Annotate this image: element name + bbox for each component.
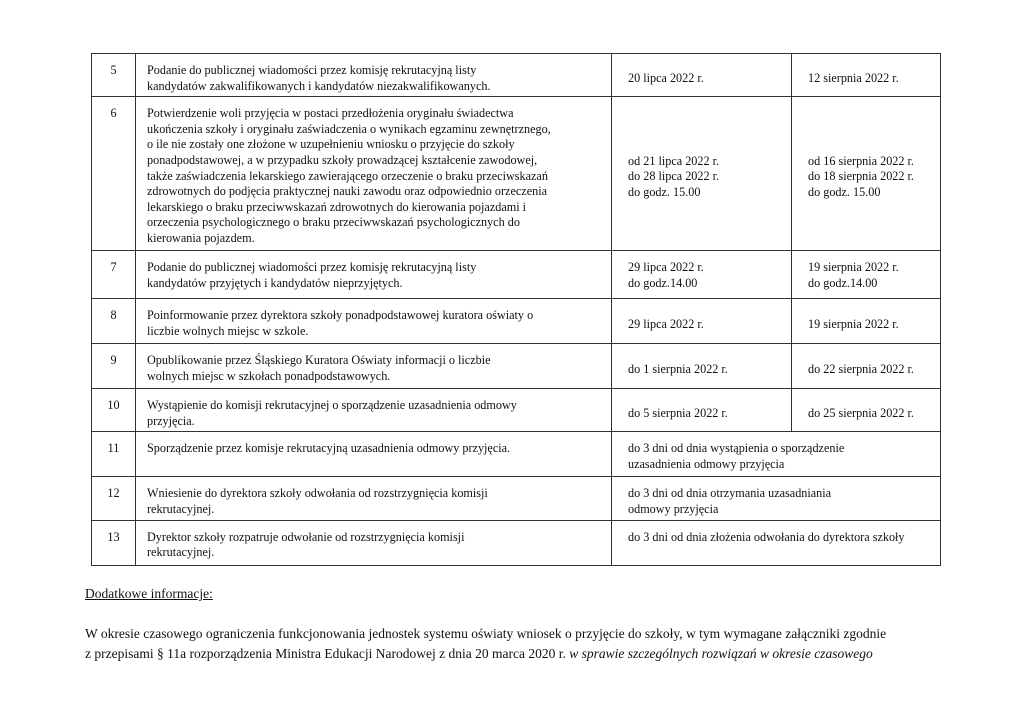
- table-row: [92, 251, 941, 299]
- supplementary-round-date: do 25 sierpnia 2022 r.: [792, 389, 941, 432]
- deadline-cell: do 3 dni od dnia otrzymania uzasadniania odmowy przyjęcia: [612, 477, 941, 520]
- deadline-cell: do 3 dni od dnia wystąpienia o sporządzenie uzasadnienia odmowy przyjęcia: [612, 432, 941, 477]
- first-round-date: do 1 sierpnia 2022 r.: [612, 344, 792, 389]
- row-description: Dyrektor szkoły rozpatruje odwołanie od rozstrzygnięcia komisji rekrutacyjnej.: [136, 520, 612, 565]
- row-number: 5: [92, 54, 136, 97]
- row-description: Opublikowanie przez Śląskiego Kuratora Oświaty informacji o liczbie wolnych miejsc w szkołach ponadpodstawowych.: [136, 344, 612, 389]
- row-number: 8: [92, 299, 136, 344]
- supplementary-round-date: 12 sierpnia 2022 r.: [792, 54, 941, 97]
- row-description: Podanie do publicznej wiadomości przez komisję rekrutacyjną listy kandydatów zakwalifikowanych i kandydatów niezakwalifikowanych.: [136, 54, 612, 97]
- row-description: Poinformowanie przez dyrektora szkoły ponadpodstawowej kuratora oświaty o liczbie wolnych miejsc w szkole.: [136, 299, 612, 344]
- table-row: [92, 520, 941, 565]
- first-round-date: 20 lipca 2022 r.: [612, 54, 792, 97]
- paragraph-line: z przepisami § 11a rozporządzenia Ministra Edukacji Narodowej z dnia 20 marca 2020 r. w sprawie szczególnych rozwiązań w okresie czasowego: [85, 646, 873, 661]
- supplementary-round-date: 19 sierpnia 2022 r.: [792, 299, 941, 344]
- paragraph-line: W okresie czasowego ograniczenia funkcjonowania jednostek systemu oświaty wniosek o przyjęcie do szkoły, w tym wymagane załączniki zgodnie: [85, 626, 887, 641]
- first-round-date: do 5 sierpnia 2022 r.: [612, 389, 792, 432]
- regulation-title: w sprawie szczególnych rozwiązań w okresie czasowego: [569, 646, 873, 661]
- row-description: Potwierdzenie woli przyjęcia w postaci przedłożenia oryginału świadectwa ukończenia szkoły i oryginału zaświadczenia o wynikach egzaminu zewnętrznego, o ile nie zostały one złożone w uzupełnieniu wniosku o przyjęcie do szkoły ponadpodstawowej, a w przypadku szkoły prowadzącej kształcenie zawodowej, także zaświadczenia lekarskiego zawierającego orzeczenie o braku przeciwskazań zdrowotnych do podjęcia praktycznej nauki zawodu oraz odpowiednio orzeczenia lekarskiego o braku przeciwwskazań zdrowotnych do kierowania pojazdami i orzeczenia psychologicznego o braku przeciwwskazań psychologicznych do kierowania pojazdem.: [136, 97, 612, 251]
- additional-info-heading: Dodatkowe informacje:: [85, 586, 213, 601]
- row-number: 11: [92, 432, 136, 477]
- row-number: 9: [92, 344, 136, 389]
- row-number: 12: [92, 477, 136, 520]
- row-description: Sporządzenie przez komisje rekrutacyjną uzasadnienia odmowy przyjęcia.: [136, 432, 612, 477]
- supplementary-round-date: od 16 sierpnia 2022 r. do 18 sierpnia 2022 r. do godz. 15.00: [792, 97, 941, 251]
- table-row: [92, 299, 941, 344]
- deadline-cell: do 3 dni od dnia złożenia odwołania do dyrektora szkoły: [612, 520, 941, 565]
- supplementary-round-date: do 22 sierpnia 2022 r.: [792, 344, 941, 389]
- first-round-date: 29 lipca 2022 r.: [612, 299, 792, 344]
- row-number: 13: [92, 520, 136, 565]
- table-row: [92, 389, 941, 432]
- row-number: 7: [92, 251, 136, 299]
- row-description: Wniesienie do dyrektora szkoły odwołania od rozstrzygnięcia komisji rekrutacyjnej.: [136, 477, 612, 520]
- row-description: Wystąpienie do komisji rekrutacyjnej o sporządzenie uzasadnienia odmowy przyjęcia.: [136, 389, 612, 432]
- table-row: [92, 54, 941, 97]
- row-description: Podanie do publicznej wiadomości przez komisję rekrutacyjną listy kandydatów przyjętych i kandydatów nieprzyjętych.: [136, 251, 612, 299]
- supplementary-round-date: 19 sierpnia 2022 r. do godz.14.00: [792, 251, 941, 299]
- table-row: [92, 477, 941, 520]
- recruitment-schedule-table: [91, 53, 941, 566]
- row-number: 10: [92, 389, 136, 432]
- first-round-date: od 21 lipca 2022 r. do 28 lipca 2022 r. do godz. 15.00: [612, 97, 792, 251]
- table-row: [92, 432, 941, 477]
- additional-info-paragraph: [85, 624, 945, 664]
- row-number: 6: [92, 97, 136, 251]
- first-round-date: 29 lipca 2022 r. do godz.14.00: [612, 251, 792, 299]
- table-row: [92, 97, 941, 251]
- table-row: [92, 344, 941, 389]
